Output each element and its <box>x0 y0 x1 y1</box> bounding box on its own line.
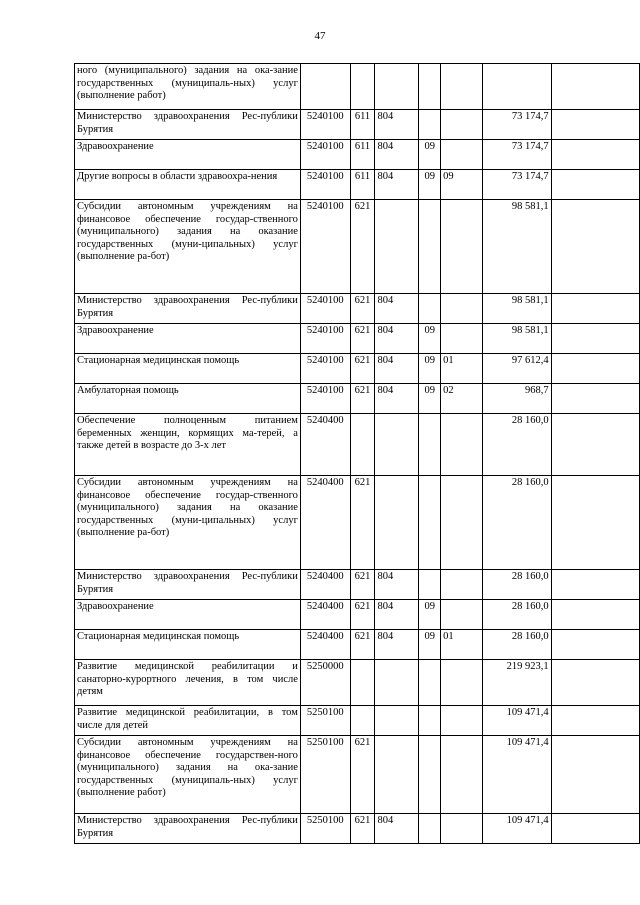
row-empty-cell <box>551 200 639 294</box>
row-empty-cell <box>551 600 639 630</box>
row-amount: 109 471,4 <box>482 706 551 736</box>
row-subsection <box>441 814 483 844</box>
table-row <box>75 140 640 170</box>
row-expense-type: 621 <box>350 600 375 630</box>
row-section: 09 <box>419 324 441 354</box>
row-amount: 97 612,4 <box>482 354 551 384</box>
row-subsection <box>441 600 483 630</box>
row-expense-type <box>350 64 375 110</box>
row-name: Здравоохранение <box>75 600 301 630</box>
row-section <box>419 814 441 844</box>
row-ministry-code: 804 <box>375 630 419 660</box>
row-subsection <box>441 64 483 110</box>
row-empty-cell <box>551 294 639 324</box>
row-empty-cell <box>551 140 639 170</box>
table-row <box>75 476 640 570</box>
row-section: 09 <box>419 630 441 660</box>
row-ministry-code <box>375 736 419 814</box>
row-name: Другие вопросы в области здравоохра-нения <box>75 170 301 200</box>
row-empty-cell <box>551 814 639 844</box>
row-section: 09 <box>419 384 441 414</box>
row-target-article: 5240400 <box>300 570 350 600</box>
row-expense-type: 621 <box>350 384 375 414</box>
row-name: Министерство здравоохранения Рес-публики Бурятия <box>75 294 301 324</box>
row-empty-cell <box>551 570 639 600</box>
row-subsection <box>441 294 483 324</box>
row-empty-cell <box>551 170 639 200</box>
row-expense-type <box>350 706 375 736</box>
table-row <box>75 414 640 476</box>
row-section: 09 <box>419 170 441 200</box>
row-empty-cell <box>551 660 639 706</box>
row-expense-type: 621 <box>350 200 375 294</box>
table-row <box>75 324 640 354</box>
row-section <box>419 736 441 814</box>
budget-table <box>74 63 640 844</box>
row-expense-type: 621 <box>350 294 375 324</box>
row-name: Субсидии автономным учреждениям на финансовое обеспечение государствен-ного (муниципального) задания на ока-зание государственных (муниципаль-ных) услуг (выполнение работ) <box>75 736 301 814</box>
row-target-article: 5240100 <box>300 200 350 294</box>
row-amount: 98 581,1 <box>482 294 551 324</box>
row-name: Субсидии автономным учреждениям на финансовое обеспечение государ-ственного (муниципального) задания на оказание государственных (муни-ципальных) услуг (выполнение ра-бот) <box>75 200 301 294</box>
row-ministry-code <box>375 64 419 110</box>
row-target-article: 5250100 <box>300 814 350 844</box>
row-amount: 28 160,0 <box>482 600 551 630</box>
row-name: Здравоохранение <box>75 140 301 170</box>
table-row <box>75 570 640 600</box>
table-row <box>75 110 640 140</box>
row-expense-type: 621 <box>350 736 375 814</box>
row-section <box>419 64 441 110</box>
row-amount <box>482 64 551 110</box>
table-row <box>75 630 640 660</box>
row-empty-cell <box>551 706 639 736</box>
row-ministry-code: 804 <box>375 140 419 170</box>
row-target-article: 5250000 <box>300 660 350 706</box>
row-section <box>419 414 441 476</box>
row-amount: 28 160,0 <box>482 476 551 570</box>
table-body <box>75 64 640 844</box>
row-ministry-code: 804 <box>375 600 419 630</box>
table-row <box>75 294 640 324</box>
row-section: 09 <box>419 140 441 170</box>
row-amount: 28 160,0 <box>482 630 551 660</box>
row-name: Субсидии автономным учреждениям на финансовое обеспечение государ-ственного (муниципального) задания на оказание государственных (муни-ципальных) услуг (выполнение ра-бот) <box>75 476 301 570</box>
table-row <box>75 660 640 706</box>
row-subsection <box>441 110 483 140</box>
row-expense-type: 621 <box>350 354 375 384</box>
page-number: 47 <box>314 30 326 42</box>
row-ministry-code: 804 <box>375 570 419 600</box>
row-name: Амбулаторная помощь <box>75 384 301 414</box>
table-row <box>75 736 640 814</box>
row-empty-cell <box>551 476 639 570</box>
row-empty-cell <box>551 736 639 814</box>
row-expense-type: 621 <box>350 476 375 570</box>
row-target-article: 5240400 <box>300 600 350 630</box>
row-target-article: 5240100 <box>300 170 350 200</box>
row-subsection: 02 <box>441 384 483 414</box>
row-expense-type: 621 <box>350 570 375 600</box>
row-target-article: 5240400 <box>300 630 350 660</box>
row-ministry-code: 804 <box>375 294 419 324</box>
row-expense-type: 611 <box>350 170 375 200</box>
row-target-article: 5250100 <box>300 736 350 814</box>
row-amount: 109 471,4 <box>482 814 551 844</box>
row-expense-type: 621 <box>350 814 375 844</box>
row-expense-type <box>350 660 375 706</box>
row-amount: 73 174,7 <box>482 170 551 200</box>
row-target-article: 5240100 <box>300 384 350 414</box>
row-subsection: 09 <box>441 170 483 200</box>
row-section <box>419 706 441 736</box>
row-subsection <box>441 140 483 170</box>
row-amount: 73 174,7 <box>482 110 551 140</box>
row-name: Министерство здравоохранения Рес-публики Бурятия <box>75 570 301 600</box>
row-target-article <box>300 64 350 110</box>
row-expense-type <box>350 414 375 476</box>
row-amount: 28 160,0 <box>482 414 551 476</box>
row-ministry-code: 804 <box>375 170 419 200</box>
row-subsection <box>441 570 483 600</box>
row-empty-cell <box>551 384 639 414</box>
row-ministry-code: 804 <box>375 324 419 354</box>
row-section <box>419 660 441 706</box>
row-section <box>419 476 441 570</box>
row-subsection: 01 <box>441 354 483 384</box>
row-subsection <box>441 414 483 476</box>
row-name: Развитие медицинской реабилитации и санаторно-курортного лечения, в том числе детям <box>75 660 301 706</box>
row-target-article: 5240100 <box>300 110 350 140</box>
row-ministry-code: 804 <box>375 354 419 384</box>
row-subsection <box>441 660 483 706</box>
row-section <box>419 200 441 294</box>
row-name: Министерство здравоохранения Рес-публики Бурятия <box>75 814 301 844</box>
row-name: Министерство здравоохранения Рес-публики Бурятия <box>75 110 301 140</box>
table-row <box>75 384 640 414</box>
row-section: 09 <box>419 354 441 384</box>
row-section <box>419 570 441 600</box>
table-row <box>75 200 640 294</box>
row-subsection <box>441 736 483 814</box>
row-name: Обеспечение полноценным питанием беременных женщин, кормящих ма-терей, а также детей в возрасте до 3-х лет <box>75 414 301 476</box>
row-ministry-code: 804 <box>375 814 419 844</box>
row-subsection <box>441 200 483 294</box>
row-amount: 98 581,1 <box>482 324 551 354</box>
table-row <box>75 170 640 200</box>
row-expense-type: 621 <box>350 630 375 660</box>
row-target-article: 5240100 <box>300 354 350 384</box>
row-name: Здравоохранение <box>75 324 301 354</box>
row-target-article: 5240400 <box>300 476 350 570</box>
row-section <box>419 294 441 324</box>
row-ministry-code: 804 <box>375 384 419 414</box>
row-subsection <box>441 324 483 354</box>
row-ministry-code <box>375 414 419 476</box>
table-row <box>75 354 640 384</box>
row-subsection: 01 <box>441 630 483 660</box>
row-expense-type: 621 <box>350 324 375 354</box>
row-subsection <box>441 706 483 736</box>
row-ministry-code <box>375 706 419 736</box>
row-ministry-code <box>375 660 419 706</box>
row-amount: 73 174,7 <box>482 140 551 170</box>
table-row <box>75 600 640 630</box>
row-empty-cell <box>551 414 639 476</box>
row-amount: 98 581,1 <box>482 200 551 294</box>
row-empty-cell <box>551 354 639 384</box>
row-amount: 968,7 <box>482 384 551 414</box>
row-expense-type: 611 <box>350 110 375 140</box>
row-name: Стационарная медицинская помощь <box>75 630 301 660</box>
row-amount: 219 923,1 <box>482 660 551 706</box>
row-target-article: 5240100 <box>300 294 350 324</box>
row-name: ного (муниципального) задания на ока-зание государственных (муниципаль-ных) услуг (выполнение работ) <box>75 64 301 110</box>
row-empty-cell <box>551 110 639 140</box>
row-expense-type: 611 <box>350 140 375 170</box>
row-empty-cell <box>551 630 639 660</box>
row-section <box>419 110 441 140</box>
table-row <box>75 706 640 736</box>
row-target-article: 5250100 <box>300 706 350 736</box>
row-target-article: 5240100 <box>300 324 350 354</box>
row-amount: 109 471,4 <box>482 736 551 814</box>
row-empty-cell <box>551 324 639 354</box>
row-target-article: 5240400 <box>300 414 350 476</box>
row-name: Стационарная медицинская помощь <box>75 354 301 384</box>
row-name: Развитие медицинской реабилитации, в том числе для детей <box>75 706 301 736</box>
row-ministry-code <box>375 476 419 570</box>
row-ministry-code: 804 <box>375 110 419 140</box>
row-section: 09 <box>419 600 441 630</box>
row-amount: 28 160,0 <box>482 570 551 600</box>
row-ministry-code <box>375 200 419 294</box>
row-empty-cell <box>551 64 639 110</box>
table-row <box>75 64 640 110</box>
table-row <box>75 814 640 844</box>
row-subsection <box>441 476 483 570</box>
row-target-article: 5240100 <box>300 140 350 170</box>
